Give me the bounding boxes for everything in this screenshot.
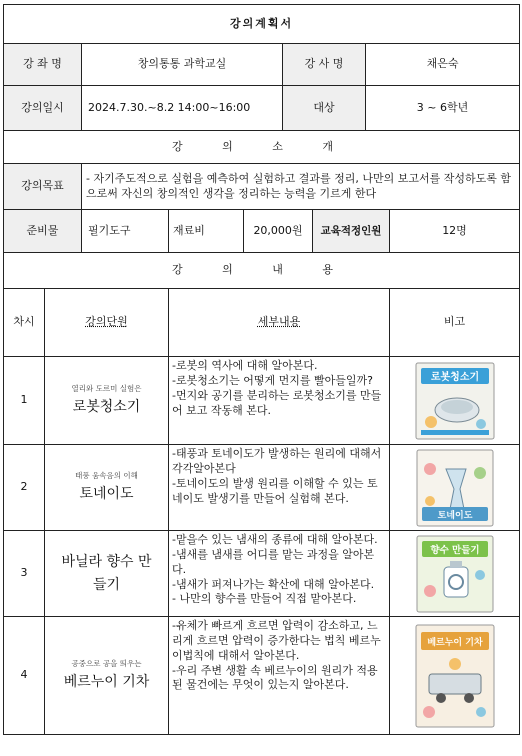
unit-subtitle: 공중으로 공을 띄우는 [71, 659, 142, 669]
detail-line: -유체가 빠르게 흐르면 압력이 감소하고, 느리게 흐르면 압력이 증가한다는 법칙 베르누이법칙에 대해서 알아본다. [172, 619, 381, 662]
detail-line: -로봇의 역사에 대해 알아본다. [172, 359, 318, 372]
detail-col-header-text: 세부내용 [257, 315, 301, 329]
unit-subtitle: 태풍 움속음의 이해 [75, 471, 138, 481]
unit-title: 바닐라 향수 만들기 [61, 554, 152, 593]
book-title-text: 향수 만들기 [429, 544, 480, 556]
detail-line: -냄새를 냄새를 어디를 맡는 과정을 알아본다. [172, 547, 375, 576]
detail-line: -먼지와 공기를 분리하는 로봇청소기를 만들어 보고 작동해 본다. [172, 388, 382, 417]
session-number: 1 [4, 357, 45, 445]
unit-col-header [45, 289, 169, 357]
course-name: 창의통통 과학교실 [82, 44, 283, 86]
session-details [169, 445, 390, 531]
book-cover-image [416, 535, 494, 613]
unit-title: 로봇청소기 [72, 398, 141, 415]
capacity-label: 교육적정인원 [313, 210, 390, 253]
session-row [4, 357, 520, 445]
instructor-name: 채은숙 [366, 44, 520, 86]
detail-line: -태풍과 토네이도가 발생하는 원리에 대해서 각각알아본다 [172, 447, 382, 475]
session-details [169, 617, 390, 735]
target-grade: 3 ~ 6학년 [366, 86, 520, 131]
lecture-plan-table [3, 4, 520, 735]
detail-line: -로봇청소기는 어떻게 먼지를 빨아들일까? [172, 373, 373, 387]
session-number: 3 [4, 531, 45, 617]
session-row [4, 617, 520, 735]
session-row [4, 445, 520, 531]
session-unit [45, 531, 169, 617]
lecture-date: 2024.7.30.~8.2 14:00~16:00 [82, 86, 283, 131]
unit-col-header-text: 강의단원 [85, 315, 128, 329]
detail-line: -맡을수 있는 냄새의 종류에 대해 알아본다. [172, 533, 378, 546]
date-label: 강의일시 [4, 86, 82, 131]
unit-title: 베르누이 기차 [63, 673, 150, 690]
detail-line: - 나만의 향수를 만들어 직접 맡아본다. [172, 592, 357, 606]
session-number: 4 [4, 617, 45, 735]
goal-text: - 자기주도적으로 실험을 예측하여 실험하고 결과를 정리, 나만의 보고서를 작성하도록 함으로써 자신의 창의적인 생각을 정리하는 능력을 기르게 한다 [82, 164, 520, 210]
book-title-text: 베르누이 기차 [426, 637, 483, 648]
supplies-label: 준비물 [4, 210, 82, 253]
session-row [4, 531, 520, 617]
book-title-text: 로봇청소기 [430, 371, 479, 383]
session-note [390, 617, 520, 735]
session-note [390, 445, 520, 531]
unit-subtitle: 열리와 도르미 실험은 [71, 384, 142, 394]
unit-title: 토네이도 [79, 485, 134, 502]
content-heading: 강 의 내 용 [4, 253, 520, 289]
detail-line: -냄새가 퍼져나가는 확산에 대해 알아본다. [172, 577, 375, 591]
book-cover-image [415, 362, 495, 440]
detail-line: -우리 주변 생활 속 베르누이의 원리가 적용된 물건에는 무엇이 있는지 알아본다. [172, 663, 378, 692]
capacity-value: 12명 [390, 210, 520, 253]
document-title: 강의계획서 [4, 5, 520, 44]
fee-label: 재료비 [169, 210, 244, 253]
target-label: 대상 [283, 86, 366, 131]
session-unit [45, 357, 169, 445]
goal-label: 강의목표 [4, 164, 82, 210]
session-details [169, 531, 390, 617]
book-title-text: 토네이도 [437, 510, 472, 521]
note-col-header: 비고 [390, 289, 520, 357]
course-label: 강 좌 명 [4, 44, 82, 86]
instructor-label: 강 사 명 [283, 44, 366, 86]
book-cover-image [415, 624, 495, 728]
session-unit [45, 617, 169, 735]
detail-line: -토네이도의 발생 원리를 이해할 수 있는 토네이도 발생기를 만들어 실험해 본다. [172, 476, 378, 505]
session-note [390, 531, 520, 617]
detail-col-header [169, 289, 390, 357]
intro-heading: 강 의 소 개 [4, 131, 520, 164]
session-note [390, 357, 520, 445]
supplies-value: 필기도구 [82, 210, 169, 253]
session-col-header: 차시 [4, 289, 45, 357]
session-details [169, 357, 390, 445]
book-cover-image [416, 449, 494, 527]
fee-value: 20,000원 [244, 210, 313, 253]
session-number: 2 [4, 445, 45, 531]
session-unit [45, 445, 169, 531]
